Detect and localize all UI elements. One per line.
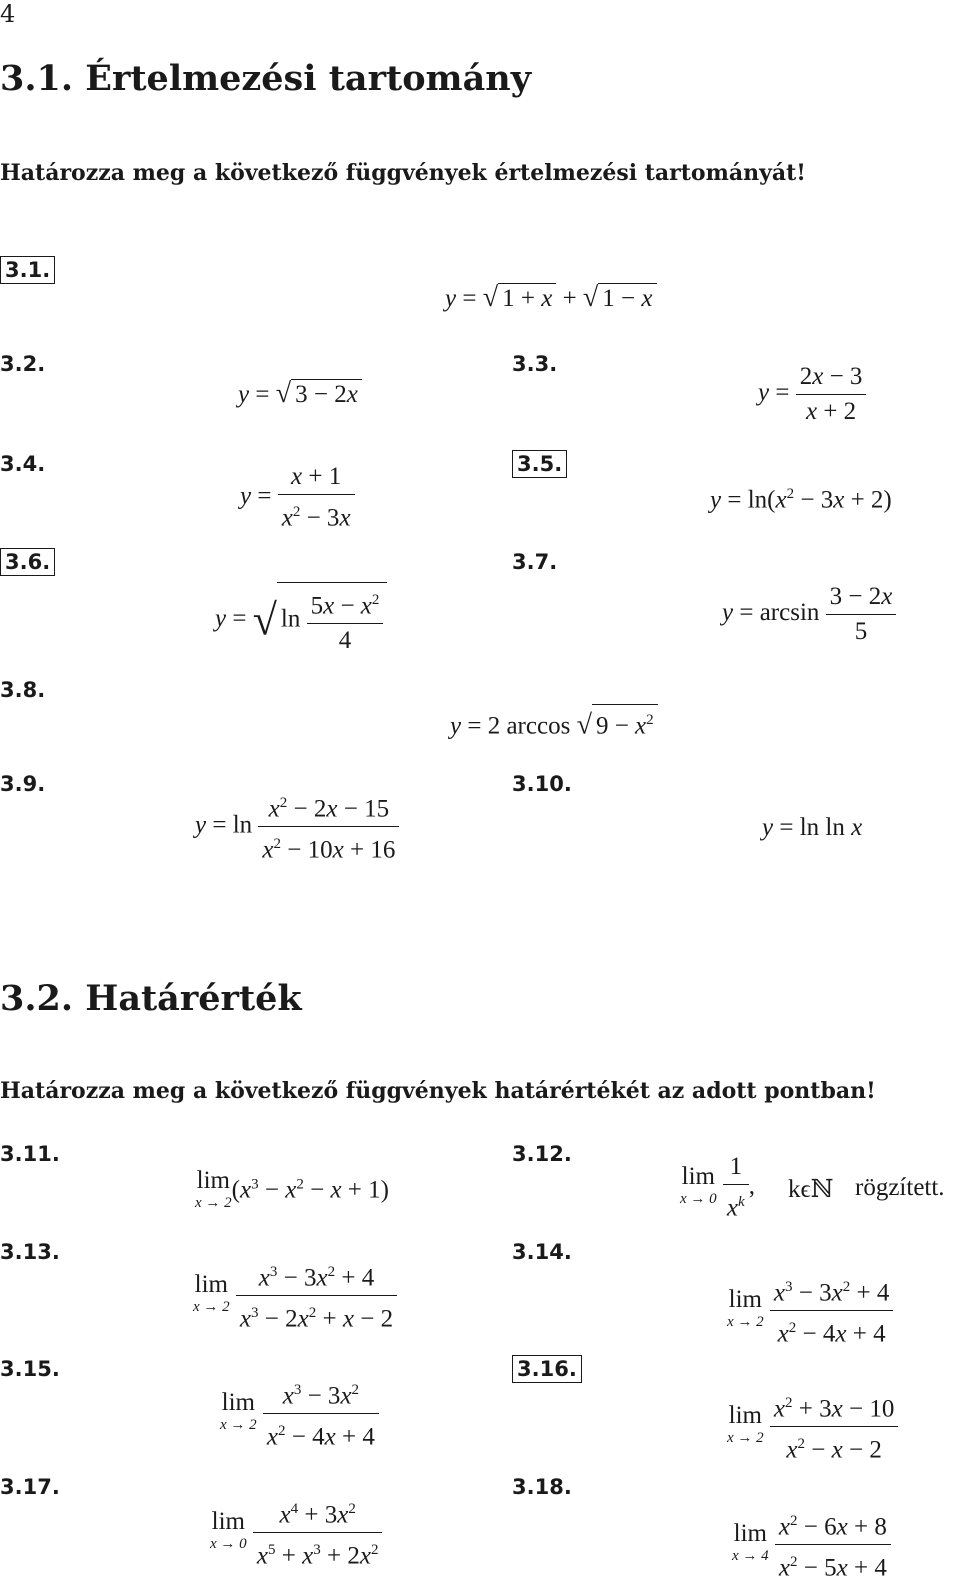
formula-3-9: y = ln $\frac{x^2 - 2x - 15}{x^2 - 10x + 16}$	[195, 786, 399, 868]
formula-3-17: lim x → 0 $\frac{x^4 + 3x^2}{x^5 + x^3 + 2x^2}$	[210, 1492, 382, 1574]
formula-3-1: y = √ 1 + x + √ 1 − x	[445, 282, 657, 314]
formula-3-18: lim x → 4 $\frac{x^2 - 6x + 8}{x^2 - 5x + 4}$	[732, 1504, 891, 1586]
problem-number: 3.13.	[0, 1240, 60, 1264]
problem-number: 3.4.	[0, 452, 46, 476]
problem-number: 3.15.	[0, 1357, 60, 1381]
fixed-note: rögzített.	[855, 1174, 945, 1201]
problem-number: 3.10.	[512, 772, 572, 796]
problem-number: 3.3.	[512, 352, 558, 376]
kn-note: kϵℕ	[788, 1176, 834, 1203]
problem-number: 3.18.	[512, 1475, 572, 1499]
formula-3-2: y = √ 3 − 2x	[238, 378, 362, 410]
page-number: 4	[0, 0, 16, 28]
section-title-limit: 3.2. Határérték	[0, 978, 302, 1019]
formula-3-4: y = $\frac{x + 1}{x^2 - 3x}$	[240, 460, 355, 535]
formula-3-7: y = arcsin $\frac{3 - 2x}{5}$	[722, 580, 896, 649]
formula-3-14: lim x → 2 $\frac{x^3 - 3x^2 + 4}{x^2 - 4x + 4}$	[727, 1270, 893, 1352]
problem-number: 3.1.	[0, 256, 55, 284]
instruction-limit: Határozza meg a következő függvények határértékét az adott pontban!	[0, 1078, 876, 1104]
problem-number: 3.14.	[512, 1240, 572, 1264]
formula-3-5: $y = \ln(x^2 - 3x + 2)$	[710, 486, 892, 514]
problem-number: 3.2.	[0, 352, 46, 376]
problem-number: 3.9.	[0, 772, 46, 796]
problem-number: 3.8.	[0, 678, 46, 702]
formula-3-13: lim x → 2 $\frac{x^3 - 3x^2 + 4}{x^3 - 2x^2 + x - 2}$	[193, 1255, 397, 1337]
problem-number: 3.7.	[512, 550, 558, 574]
problem-number: 3.6.	[0, 548, 55, 576]
problem-number: 3.17.	[0, 1475, 60, 1499]
formula-3-11: lim x → 2 $(x^3 - x^2 - x + 1)$	[195, 1167, 389, 1211]
problem-number: 3.5.	[512, 450, 567, 478]
formula-3-10: y = ln ln x	[762, 814, 863, 841]
formula-3-15: lim x → 2 $\frac{x^3 - 3x^2}{x^2 - 4x + 4}$	[220, 1373, 379, 1455]
problem-number: 3.12.	[512, 1142, 572, 1166]
formula-3-12: lim x → 0 $\frac{1}{x^k}$ ,	[680, 1150, 755, 1225]
formula-3-6: y = √ ln $\frac{5x - x^2}{4}$	[215, 582, 387, 658]
problem-number: 3.11.	[0, 1142, 60, 1166]
section-title-domain: 3.1. Értelmezési tartomány	[0, 58, 532, 99]
instruction-domain: Határozza meg a következő függvények értelmezési tartományát!	[0, 160, 806, 186]
problem-number: 3.16.	[512, 1355, 582, 1383]
formula-3-16: lim x → 2 $\frac{x^2 + 3x - 10}{x^2 - x - 2}$	[727, 1386, 898, 1468]
formula-3-3: y = $\frac{2x - 3}{x + 2}$	[758, 360, 866, 429]
formula-3-8: y = 2 arccos √ $9 - x^2$	[450, 704, 658, 741]
